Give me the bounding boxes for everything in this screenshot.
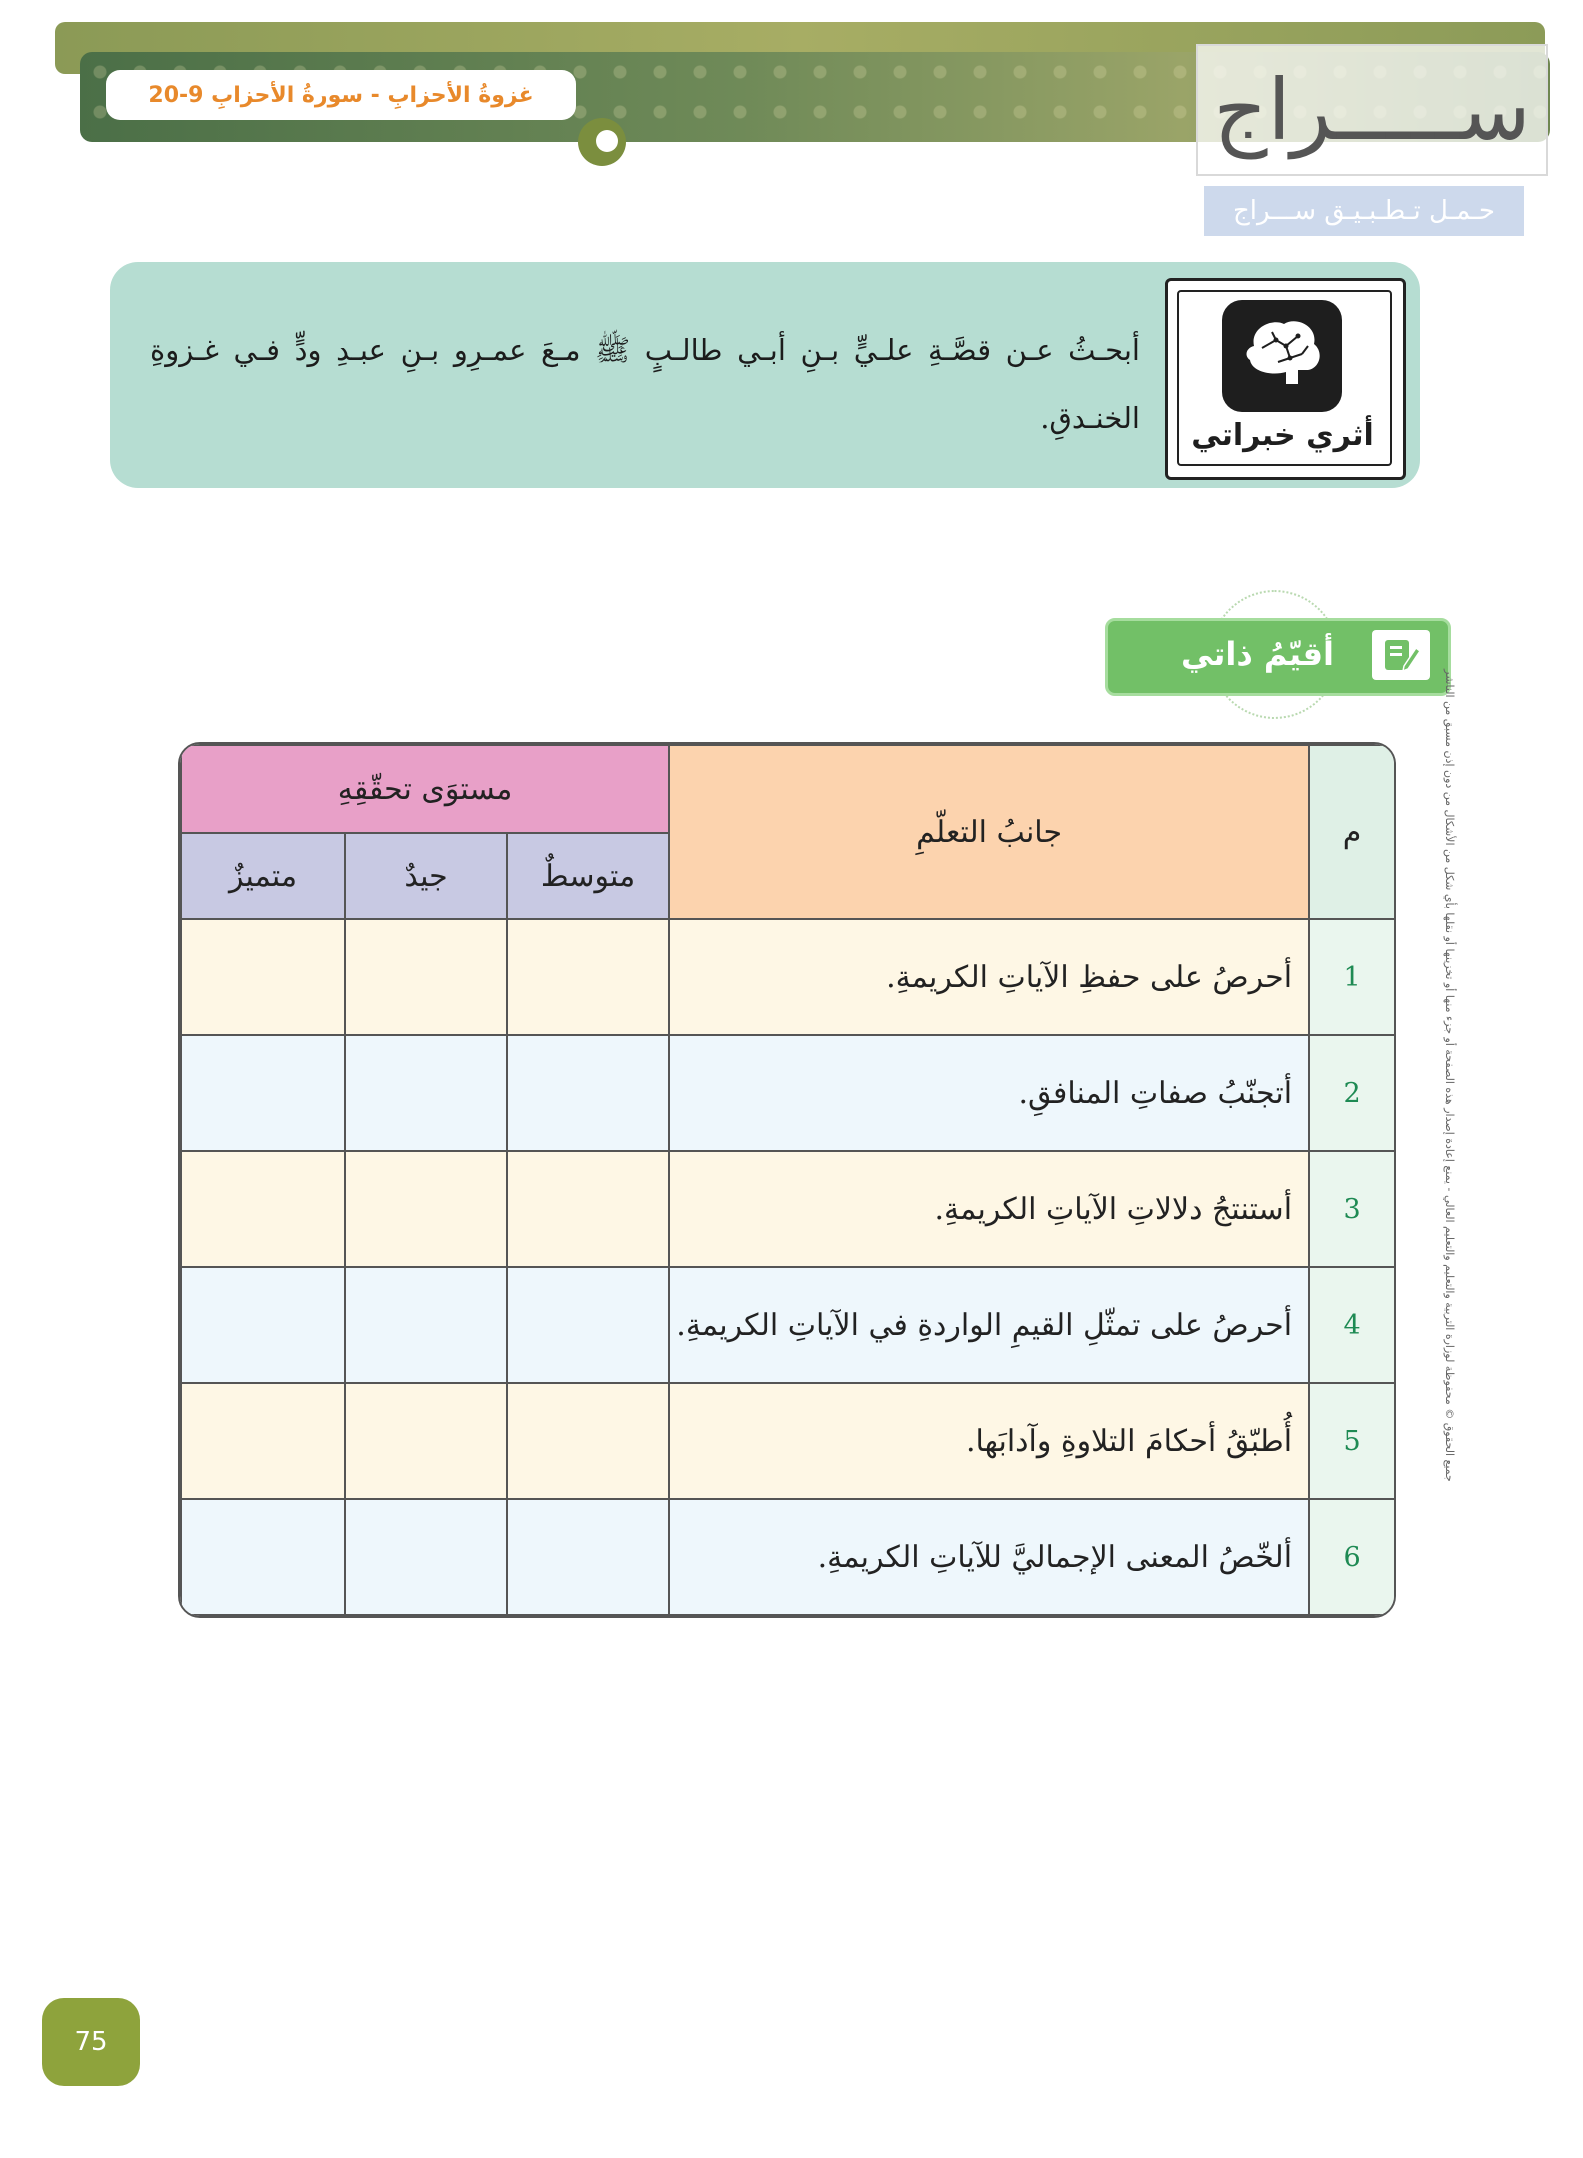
level-header-excellent: متميزٌ xyxy=(181,833,345,919)
brain-icon xyxy=(1232,306,1332,406)
rating-cell-excellent[interactable] xyxy=(181,1151,345,1267)
row-number: 3 xyxy=(1309,1151,1395,1267)
column-header-aspect: جانبُ التعلّمِ xyxy=(669,745,1309,919)
pencil-note-icon xyxy=(1380,634,1422,676)
siraj-logo[interactable] xyxy=(1196,44,1548,176)
self-assessment-label: أقيّمُ ذاتي xyxy=(1181,635,1334,673)
rating-cell-excellent[interactable] xyxy=(181,1383,345,1499)
banner-hook-inner xyxy=(596,130,618,152)
siraj-app-prompt[interactable]: حـمـل تـطـبـيـق ســـراج xyxy=(1204,186,1524,236)
rating-cell-average[interactable] xyxy=(507,1035,669,1151)
row-number: 4 xyxy=(1309,1267,1395,1383)
table-row xyxy=(181,1267,1395,1383)
row-number: 6 xyxy=(1309,1499,1395,1615)
row-aspect: أتجنّبُ صفاتِ المنافقِ. xyxy=(669,1035,1309,1151)
row-aspect: ألخّصُ المعنى الإجماليَّ للآياتِ الكريمةِ. xyxy=(669,1499,1309,1615)
rating-cell-excellent[interactable] xyxy=(181,1267,345,1383)
row-number: 1 xyxy=(1309,919,1395,1035)
rating-cell-good[interactable] xyxy=(345,1035,507,1151)
table-row xyxy=(181,1035,1395,1151)
row-aspect: أحرصُ على حفظِ الآياتِ الكريمةِ. xyxy=(669,919,1309,1035)
table-row xyxy=(181,1151,1395,1267)
page-number: 75 xyxy=(42,1998,140,2086)
column-header-number: م xyxy=(1309,745,1395,919)
row-number: 2 xyxy=(1309,1035,1395,1151)
rating-cell-average[interactable] xyxy=(507,1499,669,1615)
rating-cell-average[interactable] xyxy=(507,1383,669,1499)
row-aspect: أستنتجُ دلالاتِ الآياتِ الكريمةِ. xyxy=(669,1151,1309,1267)
self-assessment-table xyxy=(178,742,1396,1618)
rating-cell-average[interactable] xyxy=(507,1151,669,1267)
rating-cell-good[interactable] xyxy=(345,1267,507,1383)
table-row xyxy=(181,1499,1395,1615)
rating-cell-good[interactable] xyxy=(345,919,507,1035)
rating-cell-average[interactable] xyxy=(507,1267,669,1383)
table-row xyxy=(181,1383,1395,1499)
copyright-text: جميع الحقوق © محفوظة لوزارة التربية والتعليم والتعليم العالي - يمنع إعادة إصدار هذه الصفحة أو جزء منها أو تخزينها أو نقلها بأي شكل من الأشكال من دون إذن مسبق من الناشر xyxy=(1442,668,1456,1482)
level-header-good: جيدٌ xyxy=(345,833,507,919)
rating-cell-excellent[interactable] xyxy=(181,919,345,1035)
row-aspect: أُطبّقُ أحكامَ التلاوةِ وآدابَها. xyxy=(669,1383,1309,1499)
copyright-side-note xyxy=(1438,500,1460,1650)
rating-cell-good[interactable] xyxy=(345,1383,507,1499)
table-row xyxy=(181,919,1395,1035)
enrich-badge-label: أثري خبراتي xyxy=(1191,417,1374,453)
rating-cell-excellent[interactable] xyxy=(181,1035,345,1151)
column-header-level: مستوَى تحقّقِهِ xyxy=(181,745,669,833)
level-header-average: متوسطٌ xyxy=(507,833,669,919)
rating-cell-good[interactable] xyxy=(345,1499,507,1615)
row-aspect: أحرصُ على تمثّلِ القيمِ الواردةِ في الآياتِ الكريمةِ. xyxy=(669,1267,1309,1383)
lesson-title: غزوةُ الأحزابِ - سورةُ الأحزابِ 9-20 xyxy=(106,70,576,120)
rating-cell-excellent[interactable] xyxy=(181,1499,345,1615)
rating-cell-average[interactable] xyxy=(507,919,669,1035)
row-number: 5 xyxy=(1309,1383,1395,1499)
siraj-logo-text: ســـــراج xyxy=(1213,61,1531,159)
rating-cell-good[interactable] xyxy=(345,1151,507,1267)
enrichment-text: أبحـثُ عـن قصَّـةِ علـيٍّ بـنِ أبـي طالـبٍ ﷺ مـعَ عمـرِو بـنِ عبـدِ ودٍّ فـي غـزوةِ الخنـدقِ. xyxy=(150,333,1140,435)
